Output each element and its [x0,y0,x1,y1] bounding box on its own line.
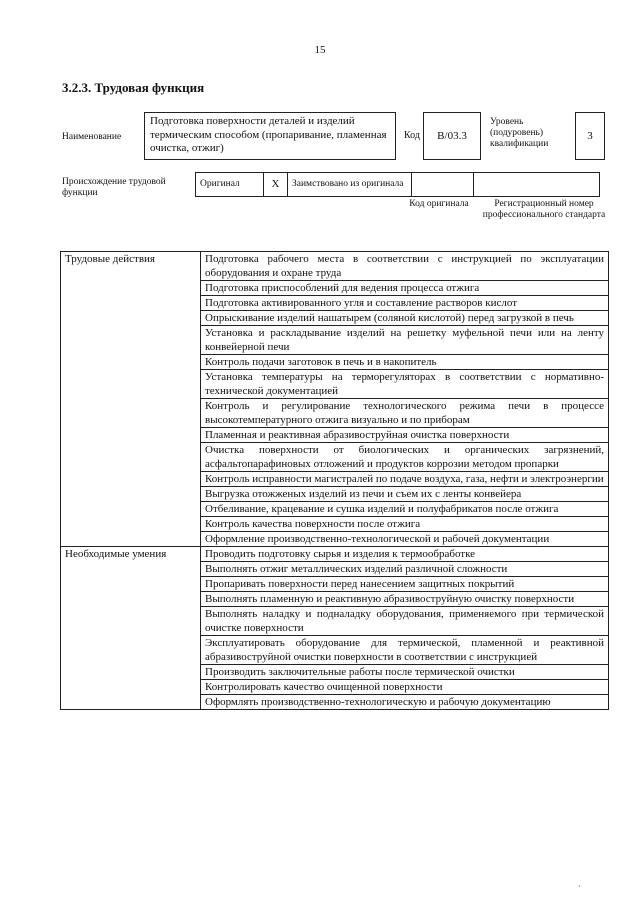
function-name-box: Подготовка поверхности деталей и изделий термическим способом (пропаривание, пламенная очистка, отжиг) [144,112,396,160]
list-item: Выполнять наладку и подналадку оборудования, применяемого при термической очистке поверхности [201,607,609,636]
code-label: Код [404,130,420,141]
list-item: Контроль и регулирование технологического режима печи в процессе высокотемпературного отжига визуально и по приборам [201,399,609,428]
list-item: Контроль качества поверхности после отжига [201,517,609,532]
origin-original: Оригинал [196,173,264,197]
list-item: Выполнять пламенную и реактивную абразивоструйную очистку поверхности [201,592,609,607]
origin-code-cell [412,173,474,197]
list-item: Оформление производственно-технологической и рабочей документации [201,532,609,547]
origin-borrowed: Заимствовано из оригинала [288,173,412,197]
list-item: Опрыскивание изделий нашатырем (соляной кислотой) перед загрузкой в печь [201,311,609,326]
section-category: Необходимые умения [61,547,201,710]
list-item: Оформлять производственно-технологическую и рабочую документацию [201,695,609,710]
level-label: Уровень (подуровень) квалификации [490,117,549,149]
table-row [61,547,609,562]
list-item: Контроль подачи заготовок в печь и в накопитель [201,355,609,370]
list-item: Отбеливание, крацевание и сушка изделий и полуфабрикатов после отжига [201,502,609,517]
list-item: Пропаривать поверхности перед нанесением защитных покрытий [201,577,609,592]
origin-mark: X [264,173,288,197]
list-item: Производить заключительные работы после термической очистки [201,665,609,680]
code-value: B/03.3 [423,112,481,160]
list-item: Выгрузка отожженых изделий из печи и съем их с ленты конвейера [201,487,609,502]
list-item: Контроль исправности магистралей по подаче воздуха, газа, нефти и электроэнергии [201,472,609,487]
origin-reg-cell [474,173,600,197]
list-item: Эксплуатировать оборудование для термической, пламенной и реактивной абразивоструйной очистки поверхности в соответствии с инструкцией [201,636,609,665]
code-original-caption: Код оригинала [409,199,469,209]
list-item: Проводить подготовку сырья и изделия к термообработке [201,547,609,562]
level-value: 3 [575,112,605,160]
section-title: 3.2.3. Трудовая функция [62,80,205,95]
function-table [60,251,609,710]
list-item: Контролировать качество очищенной поверхности [201,680,609,695]
table-row [61,252,609,281]
page-number: 15 [314,44,326,56]
section-category: Трудовые действия [61,252,201,547]
list-item: Очистка поверхности от биологических и органических загрязнений, асфальтопарафиновых отложений и продуктов коррозии методом пропарки [201,443,609,472]
list-item: Подготовка приспособлений для ведения процесса отжига [201,281,609,296]
list-item: Подготовка активированного угля и составление растворов кислот [201,296,609,311]
reg-number-caption: Регистрационный номер профессионального стандарта [482,199,606,220]
list-item: Выполнять отжиг металлических изделий различной сложности [201,562,609,577]
list-item: Установка и раскладывание изделий на решетку муфельной печи или на ленту конвейерной печи [201,326,609,355]
origin-table [195,172,600,197]
list-item: Установка температуры на терморегуляторах в соответствии с нормативно-технической документацией [201,370,609,399]
list-item: Пламенная и реактивная абразивоструйная очистка поверхности [201,428,609,443]
origin-label: Происхождение трудовой функции [62,177,166,198]
page-mark: · [578,882,581,891]
list-item: Подготовка рабочего места в соответствии с инструкцией по эксплуатации оборудования и охране труда [201,252,609,281]
name-label: Наименование [62,132,122,142]
